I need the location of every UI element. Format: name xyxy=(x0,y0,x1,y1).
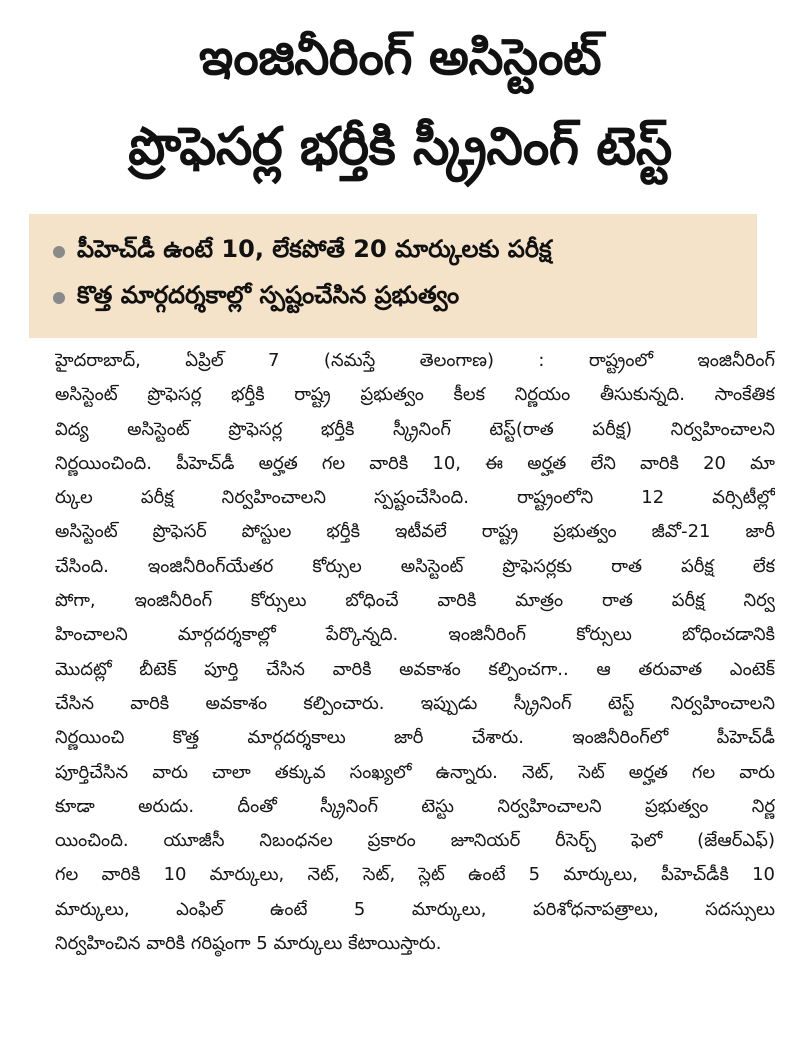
article-line: చేసింది. ఇంజినీరింగ్‌యేతర కోర్సుల అసిస్టెంట్ ప్రొఫెసర్లకు రాత పరీక్ష లేక xyxy=(55,555,775,577)
article-line: నిర్వహించిన వారికి గరిష్ఠంగా 5 మార్కులు కేటాయిస్తారు. xyxy=(55,933,442,955)
bullet-icon xyxy=(53,246,65,258)
article-line: అసిస్టెంట్ ప్రొఫెసర్ పోస్టుల భర్తీకి ఇటీవలే రాష్ట్ర ప్రభుత్వం జీవో-21 జారీ xyxy=(55,521,775,543)
article-line: గల వారికి 10 మార్కులు, నెట్, సెట్, స్లెట్ ఉంటే 5 మార్కులు, పీహెచ్‌డీకి 10 xyxy=(55,864,775,886)
article-line: నిర్ణయించింది. పీహెచ్‌డీ అర్హత గల వారికి 10, ఈ అర్హత లేని వారికి 20 మా xyxy=(55,452,775,474)
article-line: హైదరాబాద్, ఏప్రిల్ 7 (నమస్తే తెలంగాణ) : రాష్ట్రంలో ఇంజినీరింగ్ xyxy=(55,350,775,371)
article-line: అసిస్టెంట్ ప్రొఫెసర్ల భర్తీకి రాష్ట్ర ప్రభుత్వం కీలక నిర్ణయం తీసుకున్నది. సాంకేతిక xyxy=(55,384,775,406)
article-line: పోగా, ఇంజినీరింగ్ కోర్సులు బోధించే వారికి మాత్రం రాత పరీక్ష నిర్వ xyxy=(55,590,775,612)
headline-line-1: ఇంజినీరింగ్ అసిస్టెంట్ xyxy=(198,28,602,86)
article-line: నిర్ణయించి కొత్త మార్గదర్శకాలు జారీ చేశారు. ఇంజినీరింగ్‌లో పీహెచ్‌డీ xyxy=(55,727,775,749)
highlight-item xyxy=(53,278,743,318)
highlights-box xyxy=(29,214,757,338)
article-line: చేసిన వారికి అవకాశం కల్పించారు. ఇప్పుడు స్క్రీనింగ్ టెస్ట్ నిర్వహించాలని xyxy=(55,692,775,714)
article-line: మార్కులు, ఎంఫిల్ ఉంటే 5 మార్కులు, పరిశోధనాపత్రాలు, సదస్సులు xyxy=(55,898,775,920)
bullet-icon xyxy=(53,292,65,304)
highlight-text: పీహెచ్‌డీ ఉంటే 10, లేకపోతే 20 మార్కులకు పరీక్ష xyxy=(77,235,552,263)
article-line: ర్కుల పరీక్ష నిర్వహించాలని స్పష్టంచేసింది. రాష్ట్రంలోని 12 వర్సిటీల్లో xyxy=(55,487,775,509)
article-line: హించాలని మార్గదర్శకాల్లో పేర్కొన్నది. ఇంజినీరింగ్ కోర్సులు బోధించడానికి xyxy=(55,624,775,646)
article-line: విద్య అసిస్టెంట్ ప్రొఫెసర్ల భర్తీకి స్క్రీనింగ్ టెస్ట్(రాత పరీక్ష) నిర్వహించాలని xyxy=(55,418,775,440)
highlight-text: కొత్త మార్గదర్శకాల్లో స్పష్టంచేసిన ప్రభుత్వం xyxy=(77,281,460,309)
article-body xyxy=(55,344,775,1034)
article-line: కూడా అరుదు. దీంతో స్క్రీనింగ్ టెస్టు నిర్వహించాలని ప్రభుత్వం నిర్ణ xyxy=(55,795,775,817)
article-line: మొదట్లో బీటెక్ పూర్తి చేసిన వారికి అవకాశం కల్పించగా.. ఆ తరువాత ఎంటెక్ xyxy=(55,658,775,680)
headline-line-2: ప్రొఫెసర్ల భర్తీకి స్క్రీనింగ్ టెస్ట్ xyxy=(128,117,672,177)
article-line: యించింది. యూజీసీ నిబంధనల ప్రకారం జూనియర్ రీసెర్చ్ ఫెలో (జేఆర్ఎఫ్) xyxy=(55,830,775,852)
highlight-item xyxy=(53,232,743,272)
article-line: పూర్తిచేసిన వారు చాలా తక్కువ సంఖ్యలో ఉన్నారు. నెట్, సెట్ అర్హత గల వారు xyxy=(55,761,775,783)
